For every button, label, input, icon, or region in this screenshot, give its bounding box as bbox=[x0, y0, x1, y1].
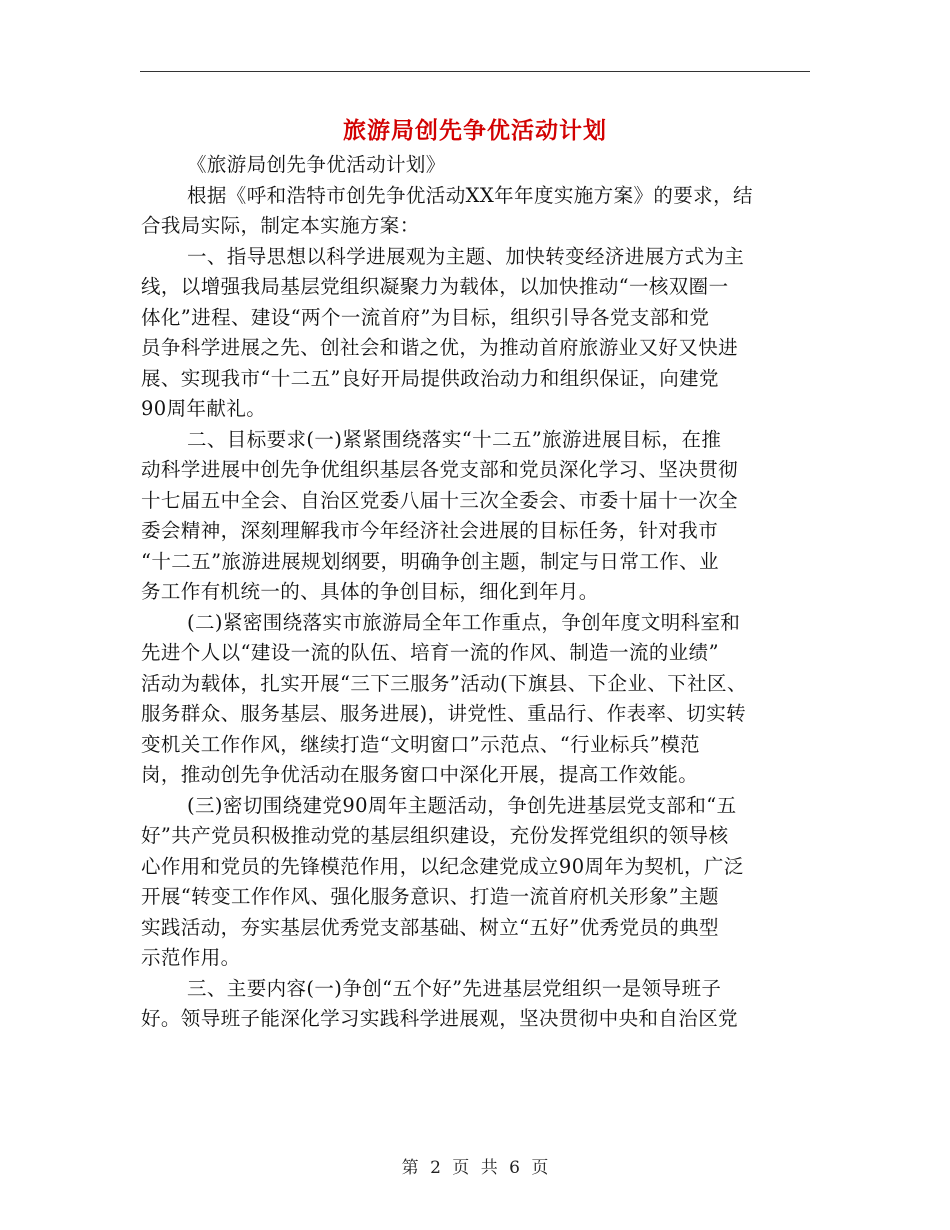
body-line: 二、目标要求(一)紧紧围绕落实“十二五”旅游进展目标，在推 bbox=[187, 427, 722, 451]
body-line: 实践活动，夯实基层优秀党支部基础、树立“五好”优秀党员的典型 bbox=[141, 915, 719, 939]
body-line: 活动为载体，扎实开展“三下三服务”活动(下旗县、下企业、下社区、 bbox=[141, 671, 747, 695]
body-line: 开展“转变工作作风、强化服务意识、打造一流首府机关形象”主题 bbox=[141, 885, 719, 908]
body-line: 示范作用。 bbox=[141, 946, 241, 969]
body-line: 服务群众、服务基层、服务进展)，讲党性、重品行、作表率、切实转 bbox=[141, 702, 747, 725]
body-line: 动科学进展中创先争优组织基层各党支部和党员深化学习、坚决贯彻 bbox=[141, 458, 739, 481]
body-line: 委会精神，深刻理解我市今年经济社会进展的目标任务，针对我市 bbox=[141, 519, 719, 542]
body-line: (二)紧密围绕落实市旅游局全年工作重点，争创年度文明科室和 bbox=[187, 610, 741, 634]
document-title: 旅游局创先争优活动计划 bbox=[343, 118, 607, 144]
body-line: 体化”进程、建设“两个一流首府”为目标，组织引导各党支部和党 bbox=[141, 305, 710, 329]
body-line: 先进个人以“建设一流的队伍、培育一流的作风、制造一流的业绩” bbox=[141, 641, 719, 664]
body-line: 心作用和党员的先锋模范作用，以纪念建党成立90周年为契机，广泛 bbox=[141, 854, 744, 878]
body-line: 《旅游局创先争优活动计划》 bbox=[187, 153, 446, 176]
page-number: 第 2 页 共 6 页 bbox=[401, 1158, 549, 1178]
body-line: 员争科学进展之先、创社会和谐之优，为推动首府旅游业又好又快进 bbox=[141, 336, 739, 359]
body-line: 一、指导思想以科学进展观为主题、加快转变经济进展方式为主 bbox=[187, 244, 745, 268]
body-line: 根据《呼和浩特市创先争优活动XX年年度实施方案》的要求，结 bbox=[187, 183, 753, 207]
body-line: 线，以增强我局基层党组织凝聚力为载体，以加快推动“一核双圈一 bbox=[141, 275, 729, 298]
body-line: “十二五”旅游进展规划纲要，明确争创主题，制定与日常工作、业 bbox=[141, 549, 719, 573]
body-line: 十七届五中全会、自治区党委八届十三次全委会、市委十届十一次全 bbox=[141, 488, 739, 512]
body-line: 变机关工作作风，继续打造“文明窗口”示范点、“行业标兵”模范 bbox=[141, 732, 700, 756]
body-line: 三、主要内容(一)争创“五个好”先进基层党组织一是领导班子 bbox=[187, 976, 722, 1000]
document-body bbox=[141, 150, 821, 1035]
header-rule bbox=[140, 71, 810, 72]
body-line: 好。领导班子能深化学习实践科学进展观，坚决贯彻中央和自治区党 bbox=[141, 1007, 739, 1030]
body-line: 好”共产党员积极推动党的基层组织建设，充份发挥党组织的领导核 bbox=[141, 824, 729, 847]
body-line: 岗，推动创先争优活动在服务窗口中深化开展，提高工作效能。 bbox=[141, 763, 699, 786]
body-line: 展、实现我市“十二五”良好开局提供政治动力和组织保证，向建党 bbox=[141, 366, 719, 390]
body-line: (三)密切围绕建党90周年主题活动，争创先进基层党支部和“五 bbox=[187, 793, 737, 817]
body-line: 90周年献礼。 bbox=[141, 397, 267, 420]
body-line: 务工作有机统一的、具体的争创目标，细化到年月。 bbox=[141, 580, 599, 603]
body-line: 合我局实际，制定本实施方案： bbox=[141, 214, 420, 237]
